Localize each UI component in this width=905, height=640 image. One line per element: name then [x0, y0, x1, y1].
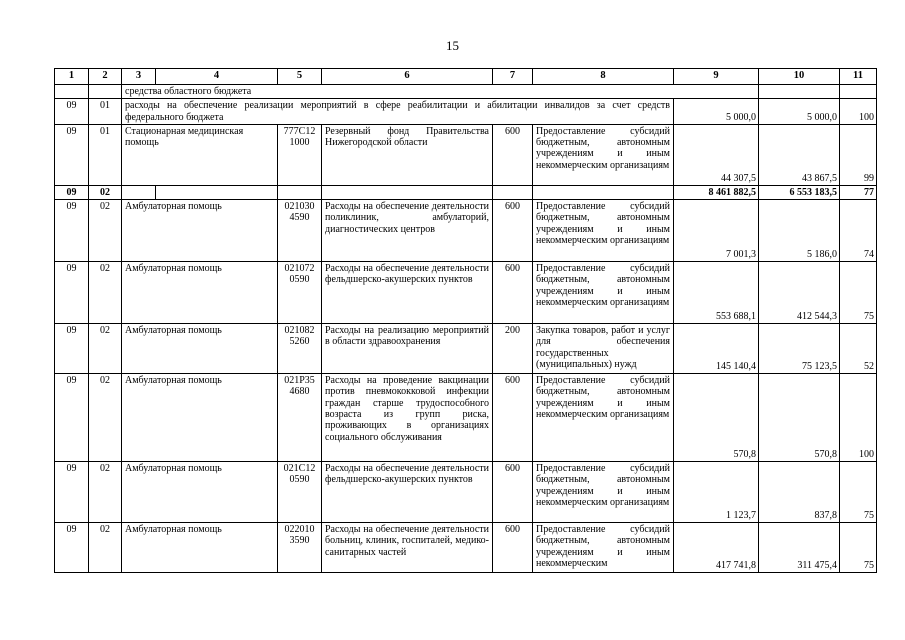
- table-row: [55, 374, 877, 462]
- budget-table: [54, 68, 877, 573]
- pct-cell: 100: [840, 374, 877, 462]
- vr-cell: 600: [493, 523, 533, 573]
- vr-name-cell: Закупка товаров, работ и услуг для обеспечения государственных (муниципальных) нужд: [533, 324, 674, 374]
- header-cell: 10: [759, 69, 840, 85]
- purpose-cell: Расходы на проведение вакцинации против пневмококковой инфекции граждан старше трудоспособного возраста из групп риска, проживающих в организациях социального обслуживания: [322, 374, 493, 462]
- vr-name-cell: Предоставление субсидий бюджетным, автономным учреждениям и иным некоммерческим: [533, 523, 674, 573]
- header-cell: 4: [156, 69, 278, 85]
- fact-cell: 311 475,4: [759, 523, 840, 573]
- pr-cell: 01: [89, 99, 122, 125]
- header-cell: 1: [55, 69, 89, 85]
- rz-cell: 09: [55, 185, 89, 199]
- header-cell: 7: [493, 69, 533, 85]
- pct-cell: 52: [840, 324, 877, 374]
- federal-row: [55, 99, 877, 125]
- csr-cell: 021С12 0590: [278, 462, 322, 523]
- continuation-text: средства областного бюджета: [122, 85, 759, 99]
- pr-cell: 02: [89, 262, 122, 324]
- vr-name-cell: Предоставление субсидий бюджетным, автономным учреждениям и иным некоммерческим организациям: [533, 462, 674, 523]
- rz-cell: 09: [55, 262, 89, 324]
- pct-cell: 75: [840, 462, 877, 523]
- plan-cell: 8 461 882,5: [674, 185, 759, 199]
- rz-cell: 09: [55, 374, 89, 462]
- section-cell: Амбулаторная помощь: [122, 262, 278, 324]
- pr-cell: 02: [89, 185, 122, 199]
- section-cell: Стационарная медицинская помощь: [122, 124, 278, 185]
- header-cell: 11: [840, 69, 877, 85]
- vr-cell: 600: [493, 374, 533, 462]
- header-cell: 3: [122, 69, 156, 85]
- vr-cell: 600: [493, 124, 533, 185]
- plan-cell: 44 307,5: [674, 124, 759, 185]
- vr-name-cell: Предоставление субсидий бюджетным, автономным учреждениям и иным некоммерческим организациям: [533, 124, 674, 185]
- rz-cell: 09: [55, 462, 89, 523]
- vr-cell: 200: [493, 324, 533, 374]
- pct-cell: 100: [840, 99, 877, 125]
- csr-cell: 022010 3590: [278, 523, 322, 573]
- header-cell: 9: [674, 69, 759, 85]
- pct-cell: 99: [840, 124, 877, 185]
- continuation-row: [55, 85, 877, 99]
- pr-cell: 01: [89, 124, 122, 185]
- fact-cell: 75 123,5: [759, 324, 840, 374]
- plan-cell: 1 123,7: [674, 462, 759, 523]
- plan-cell: 553 688,1: [674, 262, 759, 324]
- section-cell: Амбулаторная помощь: [122, 374, 278, 462]
- vr-name-cell: Предоставление субсидий бюджетным, автономным учреждениям и иным некоммерческим организациям: [533, 262, 674, 324]
- plan-cell: 5 000,0: [674, 99, 759, 125]
- rz-cell: 09: [55, 124, 89, 185]
- fact-cell: 43 867,5: [759, 124, 840, 185]
- page-number: 15: [446, 38, 459, 53]
- pct-cell: 75: [840, 523, 877, 573]
- plan-cell: 417 741,8: [674, 523, 759, 573]
- fact-cell: 6 553 183,5: [759, 185, 840, 199]
- table-row: [55, 200, 877, 262]
- csr-cell: 021072 0590: [278, 262, 322, 324]
- vr-cell: 600: [493, 200, 533, 262]
- pct-cell: 74: [840, 200, 877, 262]
- fact-cell: 5 000,0: [759, 99, 840, 125]
- pr-cell: 02: [89, 462, 122, 523]
- header-cell: 6: [322, 69, 493, 85]
- fact-cell: 412 544,3: [759, 262, 840, 324]
- csr-cell: 021030 4590: [278, 200, 322, 262]
- header-cell: 8: [533, 69, 674, 85]
- csr-cell: 777С12 1000: [278, 124, 322, 185]
- purpose-cell: Расходы на обеспечение деятельности больниц, клиник, госпиталей, медико-санитарных частей: [322, 523, 493, 573]
- plan-cell: 145 140,4: [674, 324, 759, 374]
- fact-cell: 5 186,0: [759, 200, 840, 262]
- subtotal-row: [55, 185, 877, 199]
- purpose-cell: Расходы на обеспечение деятельности поликлиник, амбулаторий, диагностических центров: [322, 200, 493, 262]
- section-cell: Амбулаторная помощь: [122, 324, 278, 374]
- vr-name-cell: Предоставление субсидий бюджетным, автономным учреждениям и иным некоммерческим организациям: [533, 374, 674, 462]
- pr-cell: 02: [89, 324, 122, 374]
- rz-cell: 09: [55, 200, 89, 262]
- rz-cell: 09: [55, 99, 89, 125]
- csr-cell: 021082 5260: [278, 324, 322, 374]
- purpose-cell: Расходы на реализацию мероприятий в области здравоохранения: [322, 324, 493, 374]
- rz-cell: 09: [55, 324, 89, 374]
- section-cell: Амбулаторная помощь: [122, 462, 278, 523]
- pr-cell: 02: [89, 200, 122, 262]
- plan-cell: 7 001,3: [674, 200, 759, 262]
- pct-cell: 75: [840, 262, 877, 324]
- pr-cell: 02: [89, 374, 122, 462]
- fact-cell: 570,8: [759, 374, 840, 462]
- csr-cell: 021Р35 4680: [278, 374, 322, 462]
- section-cell: Амбулаторная помощь: [122, 200, 278, 262]
- header-row: [55, 69, 877, 85]
- section-cell: Амбулаторная помощь: [122, 523, 278, 573]
- header-cell: 5: [278, 69, 322, 85]
- purpose-cell: Расходы на обеспечение деятельности фельдшерско-акушерских пунктов: [322, 262, 493, 324]
- pct-cell: 77: [840, 185, 877, 199]
- vr-cell: 600: [493, 462, 533, 523]
- fact-cell: 837,8: [759, 462, 840, 523]
- purpose-cell: Резервный фонд Правительства Нижегородской области: [322, 124, 493, 185]
- plan-cell: 570,8: [674, 374, 759, 462]
- table-row: [55, 462, 877, 523]
- table-row: [55, 523, 877, 573]
- vr-name-cell: Предоставление субсидий бюджетным, автономным учреждениям и иным некоммерческим организациям: [533, 200, 674, 262]
- rz-cell: 09: [55, 523, 89, 573]
- pr-cell: 02: [89, 523, 122, 573]
- table-row: [55, 324, 877, 374]
- table-row: [55, 124, 877, 185]
- vr-cell: 600: [493, 262, 533, 324]
- header-cell: 2: [89, 69, 122, 85]
- table-row: [55, 262, 877, 324]
- federal-text: расходы на обеспечение реализации мероприятий в сфере реабилитации и абилитации инвалидов за счет средств федерального бюджета: [122, 99, 674, 125]
- purpose-cell: Расходы на обеспечение деятельности фельдшерско-акушерских пунктов: [322, 462, 493, 523]
